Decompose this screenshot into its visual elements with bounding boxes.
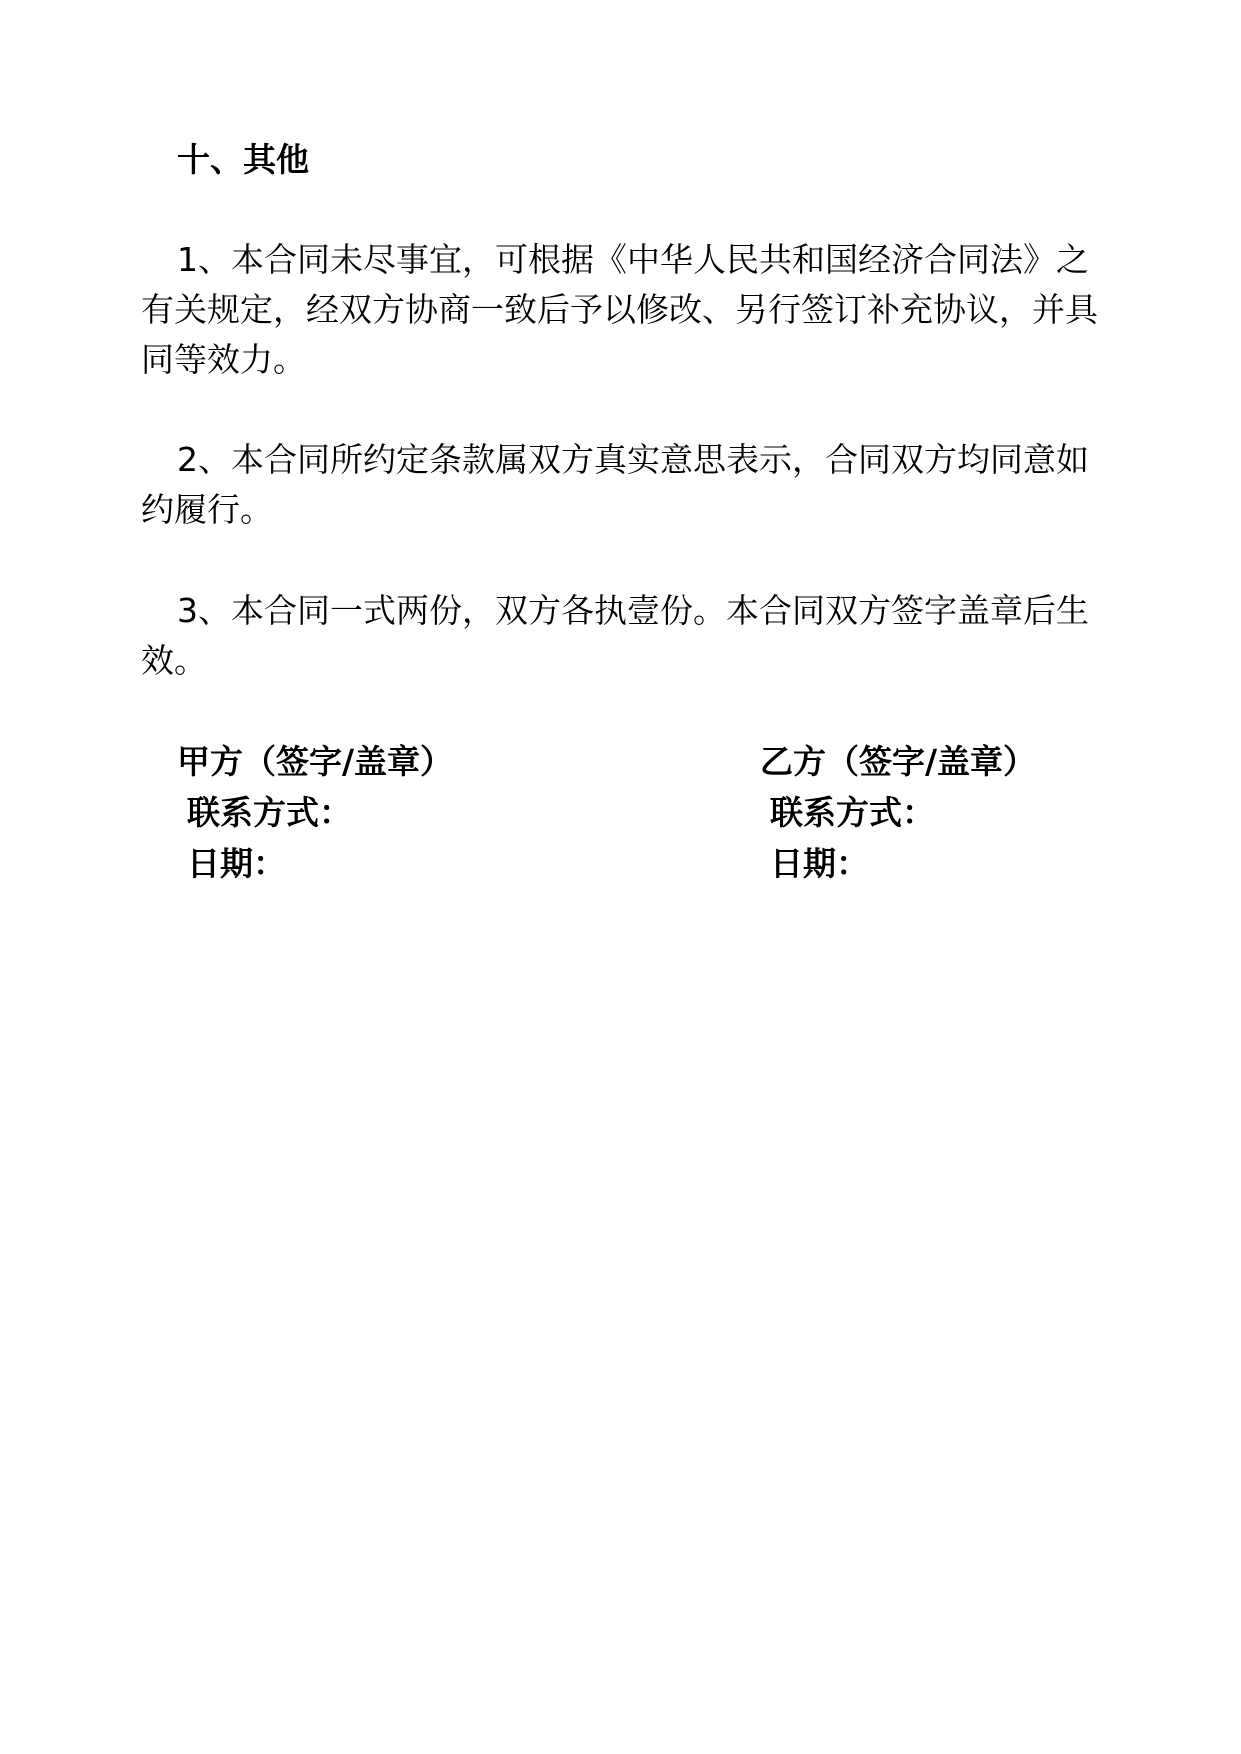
section-heading: 十、其他 xyxy=(177,140,309,179)
party-b-signature-title: 乙方（签字/盖章） xyxy=(760,742,1037,781)
party-b-contact-label: 联系方式： xyxy=(770,793,935,832)
party-a-signature-title: 甲方（签字/盖章） xyxy=(177,742,454,781)
clause-3: 3、本合同一式两份，双方各执壹份。本合同双方签字盖章后生效。 xyxy=(141,591,1089,680)
party-a-date-label: 日期： xyxy=(187,844,286,883)
clause-2: 2、本合同所约定条款属双方真实意思表示，合同双方均同意如约履行。 xyxy=(141,440,1089,529)
party-a-contact-label: 联系方式： xyxy=(187,793,352,832)
party-b-date-label: 日期： xyxy=(770,844,869,883)
clause-1: 1、本合同未尽事宜，可根据《中华人民共和国经济合同法》之有关规定，经双方协商一致后予以修改、另行签订补充协议，并具同等效力。 xyxy=(141,240,1098,379)
